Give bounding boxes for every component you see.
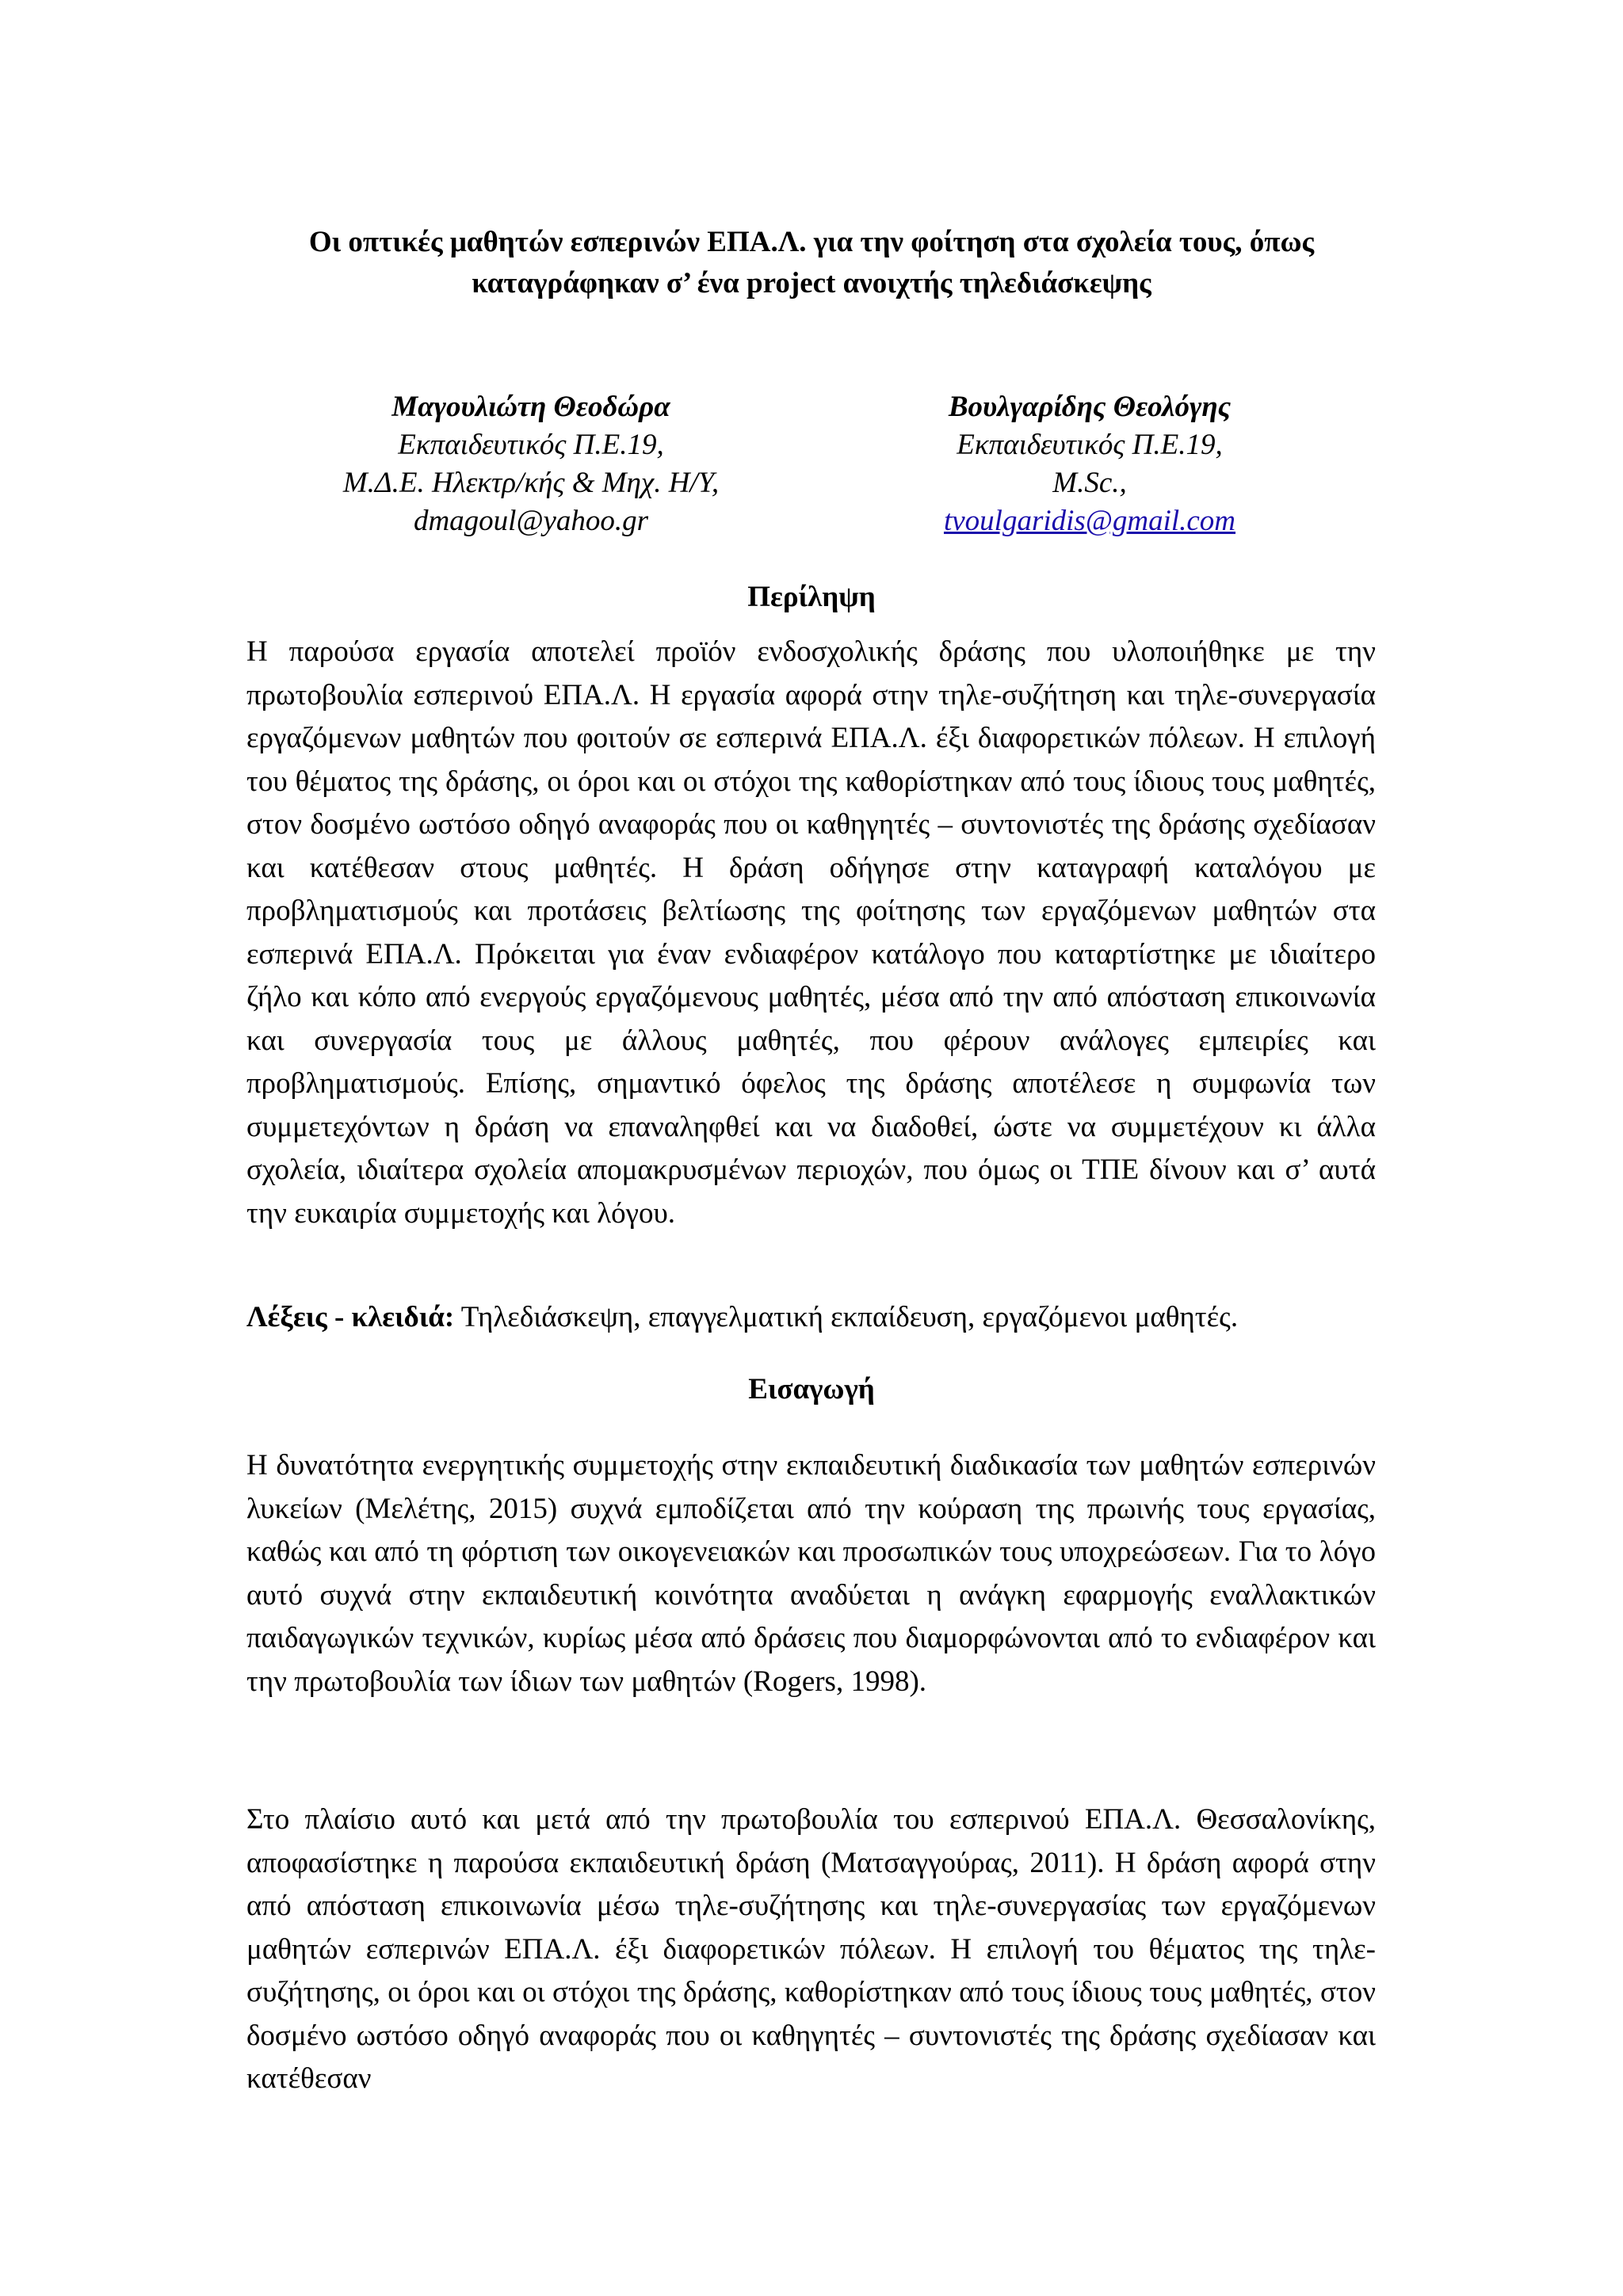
introduction-paragraph: Στο πλαίσιο αυτό και μετά από την πρωτοβουλία του εσπερινού ΕΠΑ.Λ. Θεσσαλονίκης, αποφασίστηκε η παρούσα εκπαιδευτική δράση (Ματσαγγούρας, 2011). Η δράση αφορά στην από απόσταση επικοινωνία μέσω τηλε-συζήτησης και τηλε-συνεργασίας των εργαζόμενων μαθητών εσπερινών ΕΠΑ.Λ. έξι διαφορετικών πόλεων. Η επιλογή του θέματος της τηλε-συζήτησης, οι όροι και οι στόχοι της δράσης, καθορίστηκαν από τους ίδιους τους μαθητές, στον δοσμένο ωστόσο οδηγό αναφοράς που οι καθηγητές – συντονιστές της δράσης σχεδίασαν και κατέθεσαν xyxy=(246,1803,1376,2095)
author-degree: Μ.Δ.Ε. Ηλεκτρ/κής & Μηχ. Η/Υ, xyxy=(342,467,720,499)
author-role: Εκπαιδευτικός Π.Ε.19, xyxy=(957,429,1223,461)
abstract-text: Η παρούσα εργασία αποτελεί προϊόν ενδοσχολικής δράσης που υλοποιήθηκε με την πρωτοβουλία εσπερινού ΕΠΑ.Λ. Η εργασία αφορά στην τηλε-συζήτηση και τηλε-συνεργασία εργαζόμενων μαθητών που φοιτούν σε εσπερινά ΕΠΑ.Λ. έξι διαφορετικών πόλεων. Η επιλογή του θέματος της δράσης, οι όροι και οι στόχοι της καθορίστηκαν από τους ίδιους τους μαθητές, στον δοσμένο ωστόσο οδηγό αναφοράς που οι καθηγητές – συντονιστές της δράσης σχεδίασαν και κατέθεσαν στους μαθητές. Η δράση οδήγησε στην καταγραφή καταλόγου με προβληματισμούς και προτάσεις βελτίωσης της φοίτησης των εργαζόμενων μαθητών στα εσπερινά ΕΠΑ.Λ. Πρόκειται για έναν ενδιαφέρον κατάλογο που καταρτίστηκε με ιδιαίτερο ζήλο και κόπο από ενεργούς εργαζόμενους μαθητές, μέσα από την από απόσταση επικοινωνία και συνεργασία τους με άλλους μαθητές, που φέρουν ανάλογες εμπειρίες και προβληματισμούς. Επίσης, σημαντικό όφελος της δράσης αποτέλεσε η συμφωνία των συμμετεχόντων η δράση να επαναληφθεί και να διαδοθεί, ώστε να συμμετέχουν κι άλλα σχολεία, ιδιαίτερα σχολεία απομακρυσμένων περιοχών, που όμως οι ΤΠΕ δίνουν και σ’ αυτά την ευκαιρία συμμετοχής και λόγου. xyxy=(246,635,1376,1230)
author-block-2 xyxy=(773,388,1407,540)
keywords-label: Λέξεις - κλειδιά: xyxy=(246,1301,455,1333)
keywords xyxy=(246,1296,1376,1340)
keywords-text: Τηλεδιάσκεψη, επαγγελματική εκπαίδευση, εργαζόμενοι μαθητές. xyxy=(454,1301,1239,1333)
author-email-link[interactable]: tvoulgaridis@gmail.com xyxy=(943,505,1236,537)
paper-title-line-2: καταγράφηκαν σ’ ένα project ανοιχτής τηλεδιάσκεψης xyxy=(472,267,1151,299)
paper-title-line-1: Οι οπτικές μαθητών εσπερινών ΕΠΑ.Λ. για την φοίτηση στα σχολεία τους, όπως xyxy=(308,226,1315,258)
author-name: Μαγουλιώτη Θεοδώρα xyxy=(391,391,670,423)
author-role: Εκπαιδευτικός Π.Ε.19, xyxy=(398,429,664,461)
abstract-heading: Περίληψη xyxy=(747,581,876,613)
author-degree: M.Sc., xyxy=(1052,467,1127,499)
paper-title xyxy=(158,222,1465,304)
author-name: Βουλγαρίδης Θεολόγης xyxy=(948,391,1232,423)
introduction-heading: Εισαγωγή xyxy=(748,1373,875,1405)
author-block-1 xyxy=(214,388,848,540)
author-email: dmagoul@yahoo.gr xyxy=(413,505,649,537)
introduction-paragraph: Η δυνατότητα ενεργητικής συμμετοχής στην εκπαιδευτική διαδικασία των μαθητών εσπερινών λυκείων (Μελέτης, 2015) συχνά εμποδίζεται από την κούραση της πρωινής τους εργασίας, καθώς και από τη φόρτιση των οικογενειακών και προσωπικών τους υποχρεώσεων. Για το λόγο αυτό συχνά στην εκπαιδευτική κοινότητα αναδύεται η ανάγκη εφαρμογής εναλλακτικών παιδαγωγικών τεχνικών, κυρίως μέσα από δράσεις που διαμορφώνονται από το ενδιαφέρον και την πρωτοβουλία των ίδιων των μαθητών (Rogers, 1998). xyxy=(246,1449,1376,1698)
